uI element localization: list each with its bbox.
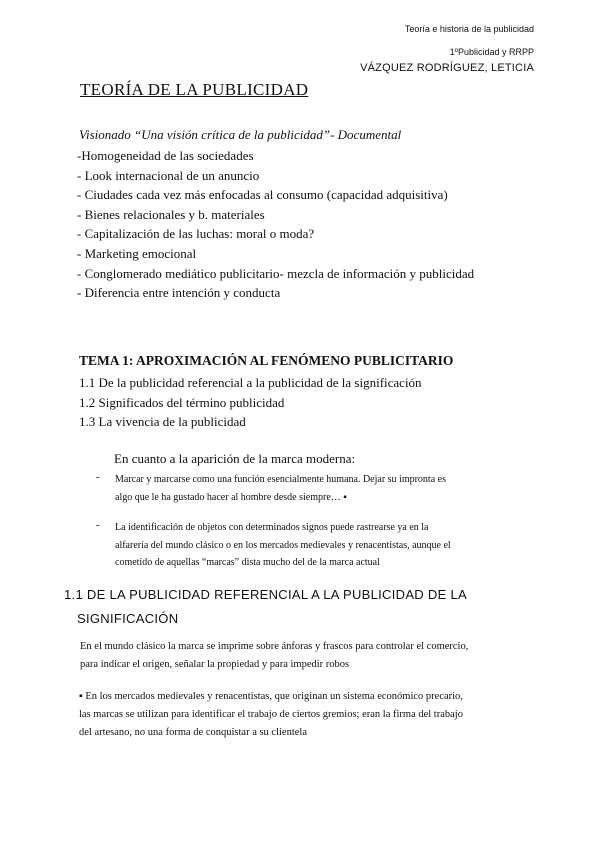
- paragraph-line: del artesano, no una forma de conquistar a su clientela: [79, 727, 307, 738]
- paragraph-line: En el mundo clásico la marca se imprime sobre ánforas y frascos para controlar el comercio,: [80, 641, 469, 652]
- toc-item: 1.2 Significados del término publicidad: [79, 394, 285, 410]
- tema1-intro: En cuanto a la aparición de la marca moderna:: [114, 451, 356, 466]
- section-heading: 1.1 DE LA PUBLICIDAD REFERENCIAL A LA PUBLICIDAD DE LA: [64, 587, 467, 602]
- bullet-marker: -: [96, 519, 100, 531]
- header-program: 1ºPublicidad y RRPP: [449, 47, 534, 57]
- list-item: - Ciudades cada vez más enfocadas al consumo (capacidad adquisitiva): [77, 187, 448, 203]
- bullet-line: La identificación de objetos con determinados signos puede rastrearse ya en la: [115, 522, 429, 533]
- viewing-subtitle: Visionado “Una visión crítica de la publicidad”- Documental: [79, 127, 402, 142]
- viewing-notes-list: [77, 146, 474, 303]
- paragraph-line: ▪ En los mercados medievales y renacentistas, que originan un sistema económico precario,: [79, 691, 463, 702]
- header-course: Teoría e historia de la publicidad: [404, 24, 534, 34]
- list-item: - Diferencia entre intención y conducta: [77, 285, 281, 301]
- paragraph-line: las marcas se utilizan para identificar el trabajo de ciertos gremios; eran la firma del trabajo: [79, 709, 463, 720]
- paragraph: [79, 688, 463, 742]
- list-item: - Bienes relacionales y b. materiales: [77, 206, 265, 222]
- list-item: - Capitalización de las luchas: moral o moda?: [77, 226, 315, 242]
- bullet-item: [115, 519, 451, 572]
- bullet-marker: -: [96, 471, 100, 483]
- page-title: TEORÍA DE LA PUBLICIDAD: [80, 80, 309, 99]
- list-item: -Homogeneidad de las sociedades: [77, 148, 254, 163]
- list-item: - Marketing emocional: [77, 245, 197, 261]
- bullet-line: Marcar y marcarse como una función esencialmente humana. Dejar su impronta es: [115, 474, 446, 485]
- bullet-line: cometido de aquellas “marcas” dista mucho del de la marca actual: [115, 557, 380, 568]
- list-item: - Look internacional de un anuncio: [77, 167, 260, 183]
- bullet-line: algo que le ha gustado hacer al hombre desde siempre… ▪: [115, 491, 347, 503]
- tema1-heading: TEMA 1: APROXIMACIÓN AL FENÓMENO PUBLICITARIO: [79, 353, 454, 368]
- toc-item: 1.1 De la publicidad referencial a la publicidad de la significación: [79, 375, 422, 390]
- header-author: VÁZQUEZ RODRÍGUEZ, LETICIA: [360, 62, 534, 74]
- paragraph-line: para indicar el origen, señalar la propiedad y para impedir robos: [80, 659, 350, 670]
- bullet-line: alfarería del mundo clásico o en los mercados medievales y renacentistas, aunque el: [115, 539, 451, 551]
- tema1-toc: [79, 373, 422, 432]
- bullet-item: [115, 471, 446, 506]
- list-item: - Conglomerado mediático publicitario- mezcla de información y publicidad: [77, 265, 475, 281]
- section-heading-cont: SIGNIFICACIÓN: [77, 611, 179, 626]
- toc-item: 1.3 La vivencia de la publicidad: [79, 414, 246, 429]
- paragraph: [80, 638, 468, 674]
